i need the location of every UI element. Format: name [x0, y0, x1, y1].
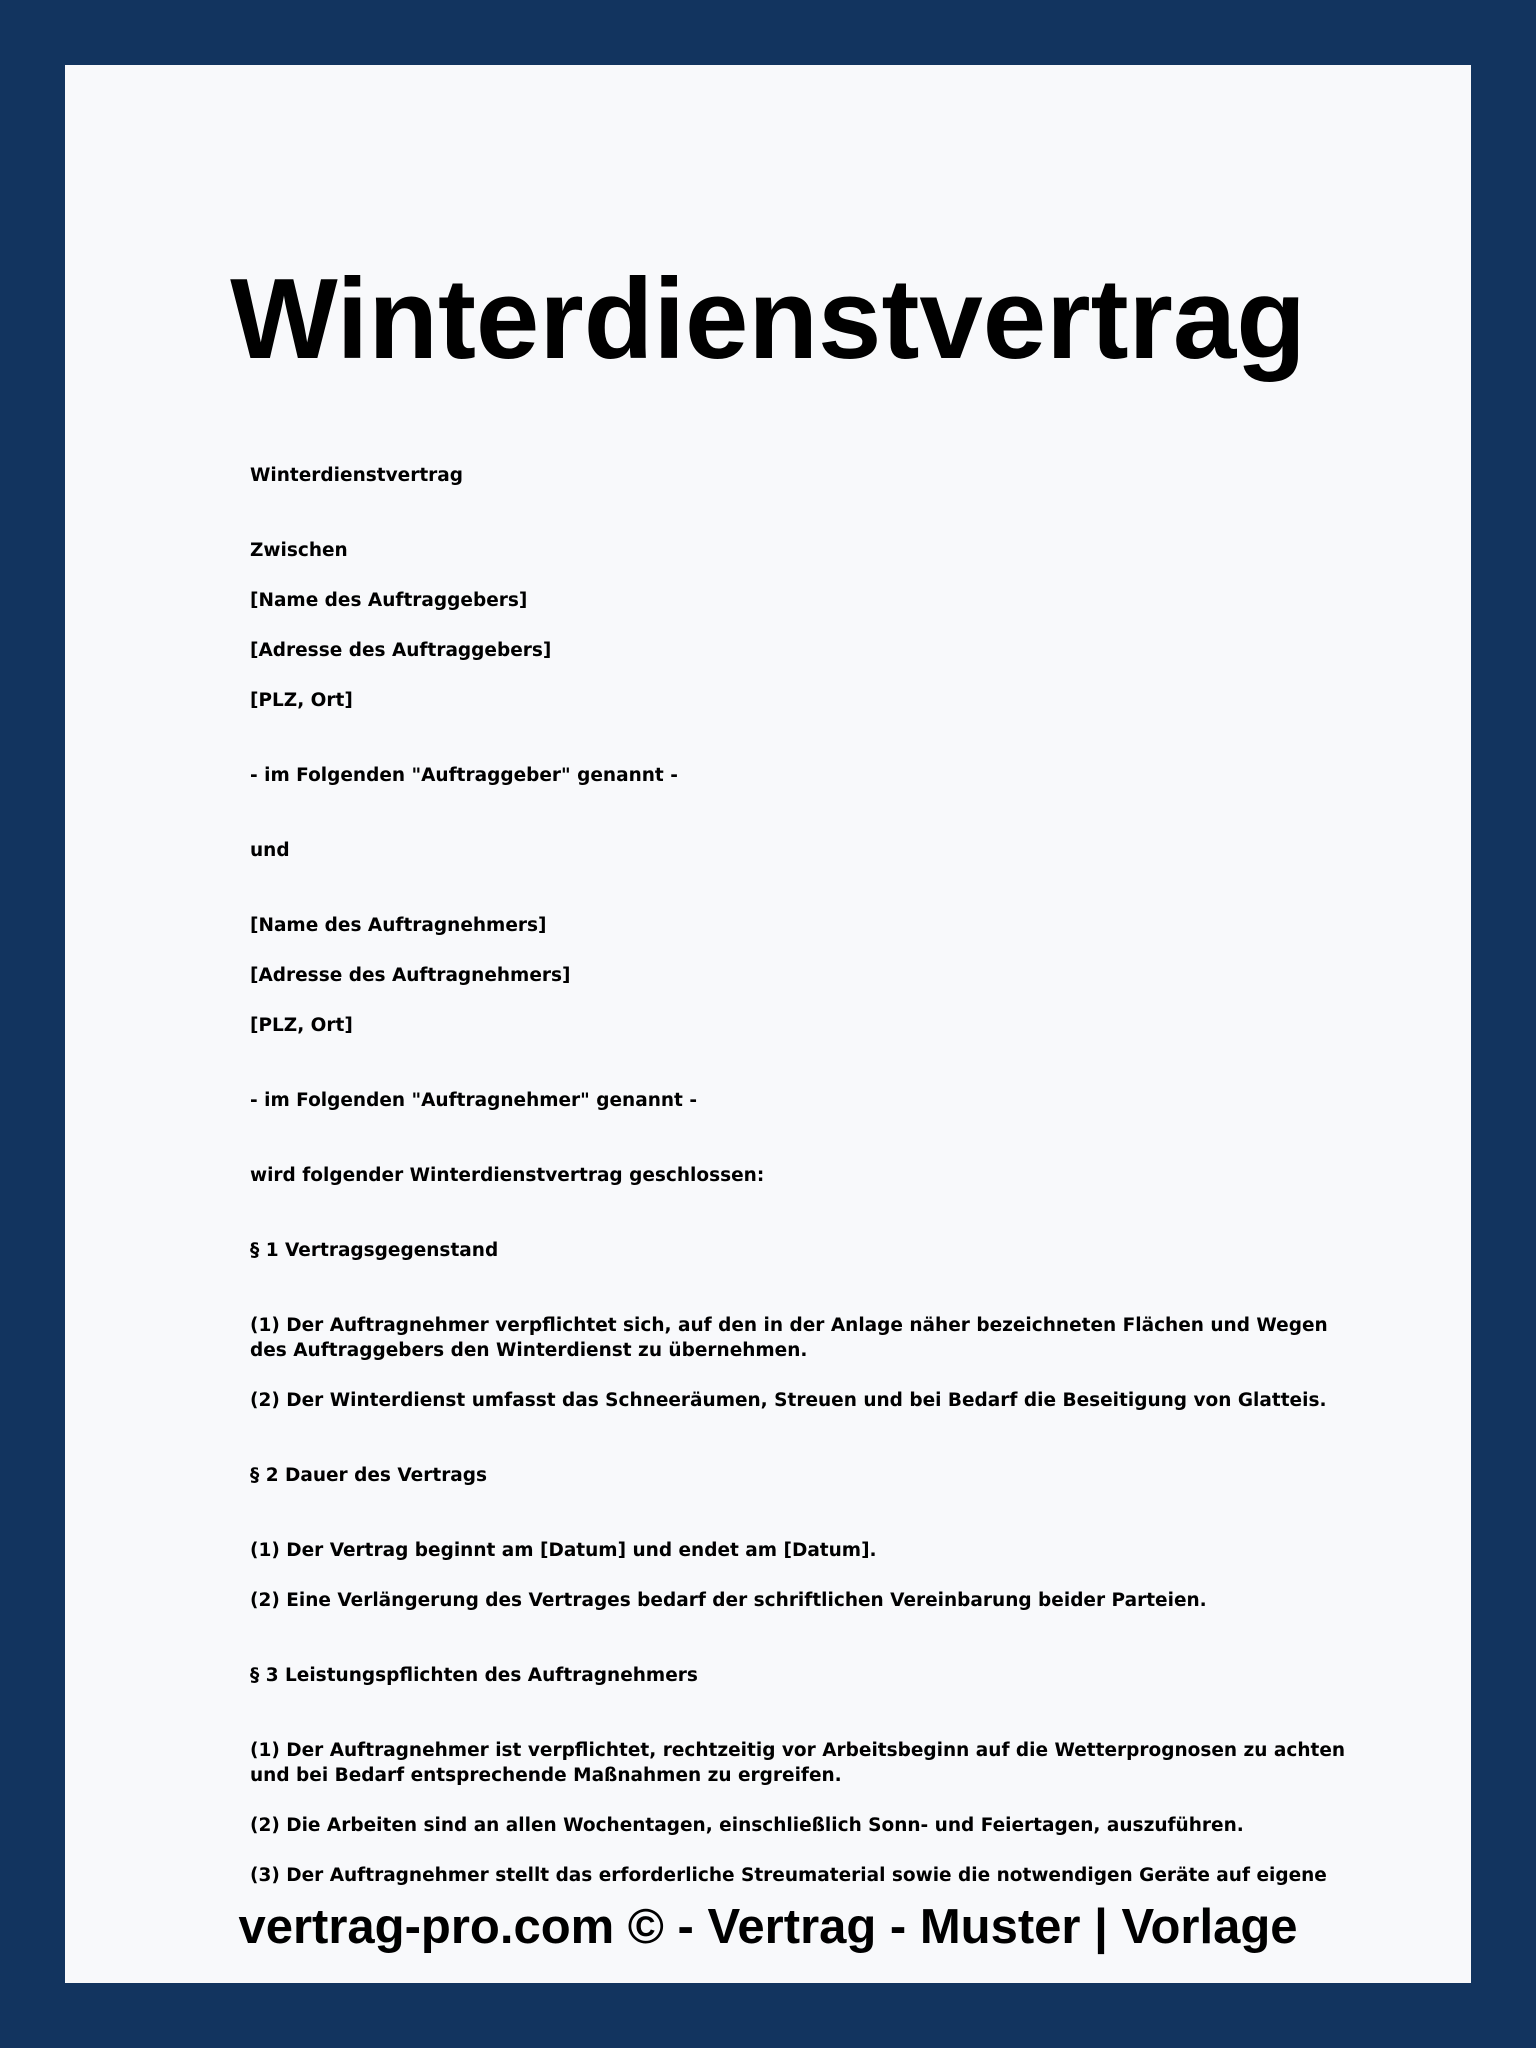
section-1-heading: § 1 Vertragsgegenstand: [250, 1240, 499, 1261]
section-2-heading: § 2 Dauer des Vertrags: [250, 1465, 488, 1486]
client-address: [Adresse des Auftraggebers]: [250, 640, 552, 661]
contractor-name: [Name des Auftragnehmers]: [250, 915, 547, 936]
section-2-paragraph-2: (2) Eine Verlängerung des Vertrages bedarf der schriftlichen Vereinbarung beider Parteien.: [250, 1590, 1207, 1611]
contractor-designation: - im Folgenden "Auftragnehmer" genannt -: [250, 1090, 698, 1111]
document-page: [65, 65, 1471, 1983]
section-3-heading: § 3 Leistungspflichten des Auftragnehmers: [250, 1665, 698, 1686]
between-label: Zwischen: [250, 540, 348, 561]
section-1-paragraph-1: (1) Der Auftragnehmer verpflichtet sich, auf den in der Anlage näher bezeichneten Flächen und Wegen des Auftraggebers den Winterdienst zu übernehmen.: [250, 1315, 1328, 1361]
contractor-address: [Adresse des Auftragnehmers]: [250, 965, 571, 986]
footer-watermark: vertrag-pro.com © - Vertrag - Muster | Vorlage: [238, 1900, 1298, 1954]
client-designation: - im Folgenden "Auftraggeber" genannt -: [250, 765, 678, 786]
section-3-paragraph-1: (1) Der Auftragnehmer ist verpflichtet, rechtzeitig vor Arbeitsbeginn auf die Wetterprognosen zu achten und bei Bedarf entsprechende Maßnahmen zu ergreifen.: [250, 1740, 1346, 1786]
section-3-paragraph-2: (2) Die Arbeiten sind an allen Wochentagen, einschließlich Sonn- und Feiertagen, auszuführen.: [250, 1815, 1244, 1836]
document-title: Winterdienstvertrag: [230, 256, 1306, 383]
section-3-paragraph-3: (3) Der Auftragnehmer stellt das erforderliche Streumaterial sowie die notwendigen Geräte auf eigene: [250, 1865, 1327, 1886]
and-label: und: [250, 840, 290, 861]
contract-intro: wird folgender Winterdienstvertrag geschlossen:: [250, 1165, 765, 1186]
client-name: [Name des Auftraggebers]: [250, 590, 528, 611]
client-postcode-city: [PLZ, Ort]: [250, 690, 353, 711]
contract-heading: Winterdienstvertrag: [250, 465, 464, 486]
contractor-postcode-city: [PLZ, Ort]: [250, 1015, 353, 1036]
section-1-paragraph-2: (2) Der Winterdienst umfasst das Schneeräumen, Streuen und bei Bedarf die Beseitigung von Glatteis.: [250, 1390, 1327, 1411]
section-2-paragraph-1: (1) Der Vertrag beginnt am [Datum] und endet am [Datum].: [250, 1540, 877, 1561]
